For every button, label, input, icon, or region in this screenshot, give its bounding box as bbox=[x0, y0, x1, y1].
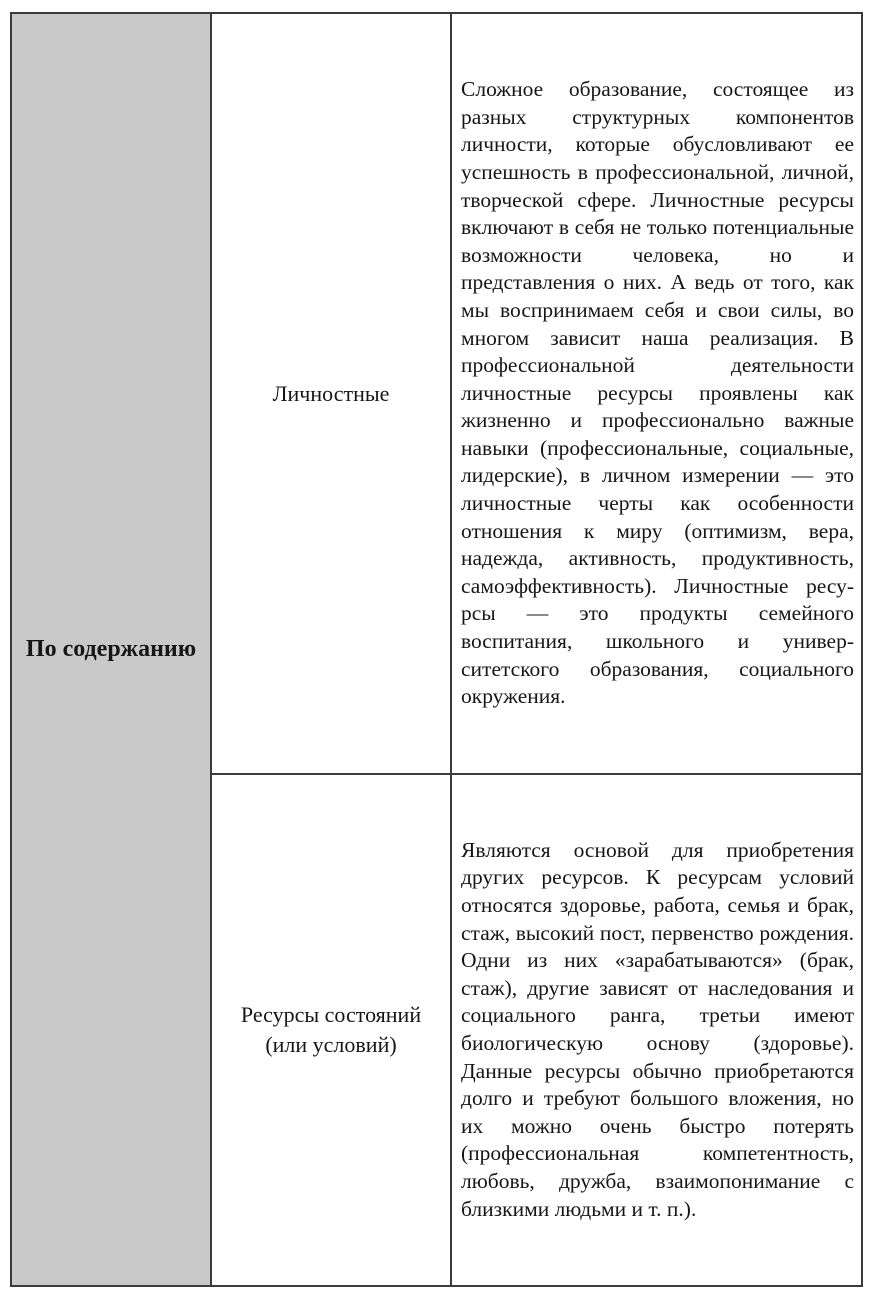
type-cell-personal bbox=[212, 14, 452, 775]
type-label-state: Ресурсы состояний (или условий) bbox=[240, 1002, 422, 1057]
description-text-state: Являются основой для приобретения других ресурсов. К ресурсам условий относятся здоровье, работа, семья и брак, стаж, высокий пост, первенство рождения. Одни из них «зарабатываются» (брак, стаж), другие зависят от наследования и социального ранга, третьи имеют биологическую основу (здоровье). Данные ресурсы обычно приобретаются долго и требуют большого вложения, но их можно очень быстро потерять (профессиональная компетентность, любовь, дружба, взаимопонимание с близкими людьми и т. п.). bbox=[461, 837, 854, 1221]
description-cell-personal bbox=[452, 14, 861, 775]
type-label-personal: Личностные bbox=[272, 380, 390, 406]
category-cell bbox=[12, 14, 212, 1285]
category-label: По содержанию bbox=[25, 636, 197, 662]
resources-table bbox=[10, 12, 863, 1287]
description-cell-state bbox=[452, 775, 861, 1285]
description-text-personal: Сложное образование, состоящее из разных структурных компонентов личности, которые обусловливают ее успешность в профессиональной, личной, творческой сфере. Личностные ресурсы включают в себя не только потенциальные возможности человека, но и представления о них. А ведь от того, как мы воспринимаем себя и свои силы, во многом зависит наша реализация. В профессиональной деятельности личностные ресурсы проявлены как жизненно и профессионально важные навыки (профессиональные, социальные, лидерские), в личном измерении — это личностные черты как особенности отношения к миру (оптимизм, вера, надежда, активность, продуктивность, самоэффективность). Личностные ресурсы — это продукты семейного воспитания, школьного и университетского образования, социального окружения. bbox=[461, 77, 854, 709]
type-cell-state bbox=[212, 775, 452, 1285]
